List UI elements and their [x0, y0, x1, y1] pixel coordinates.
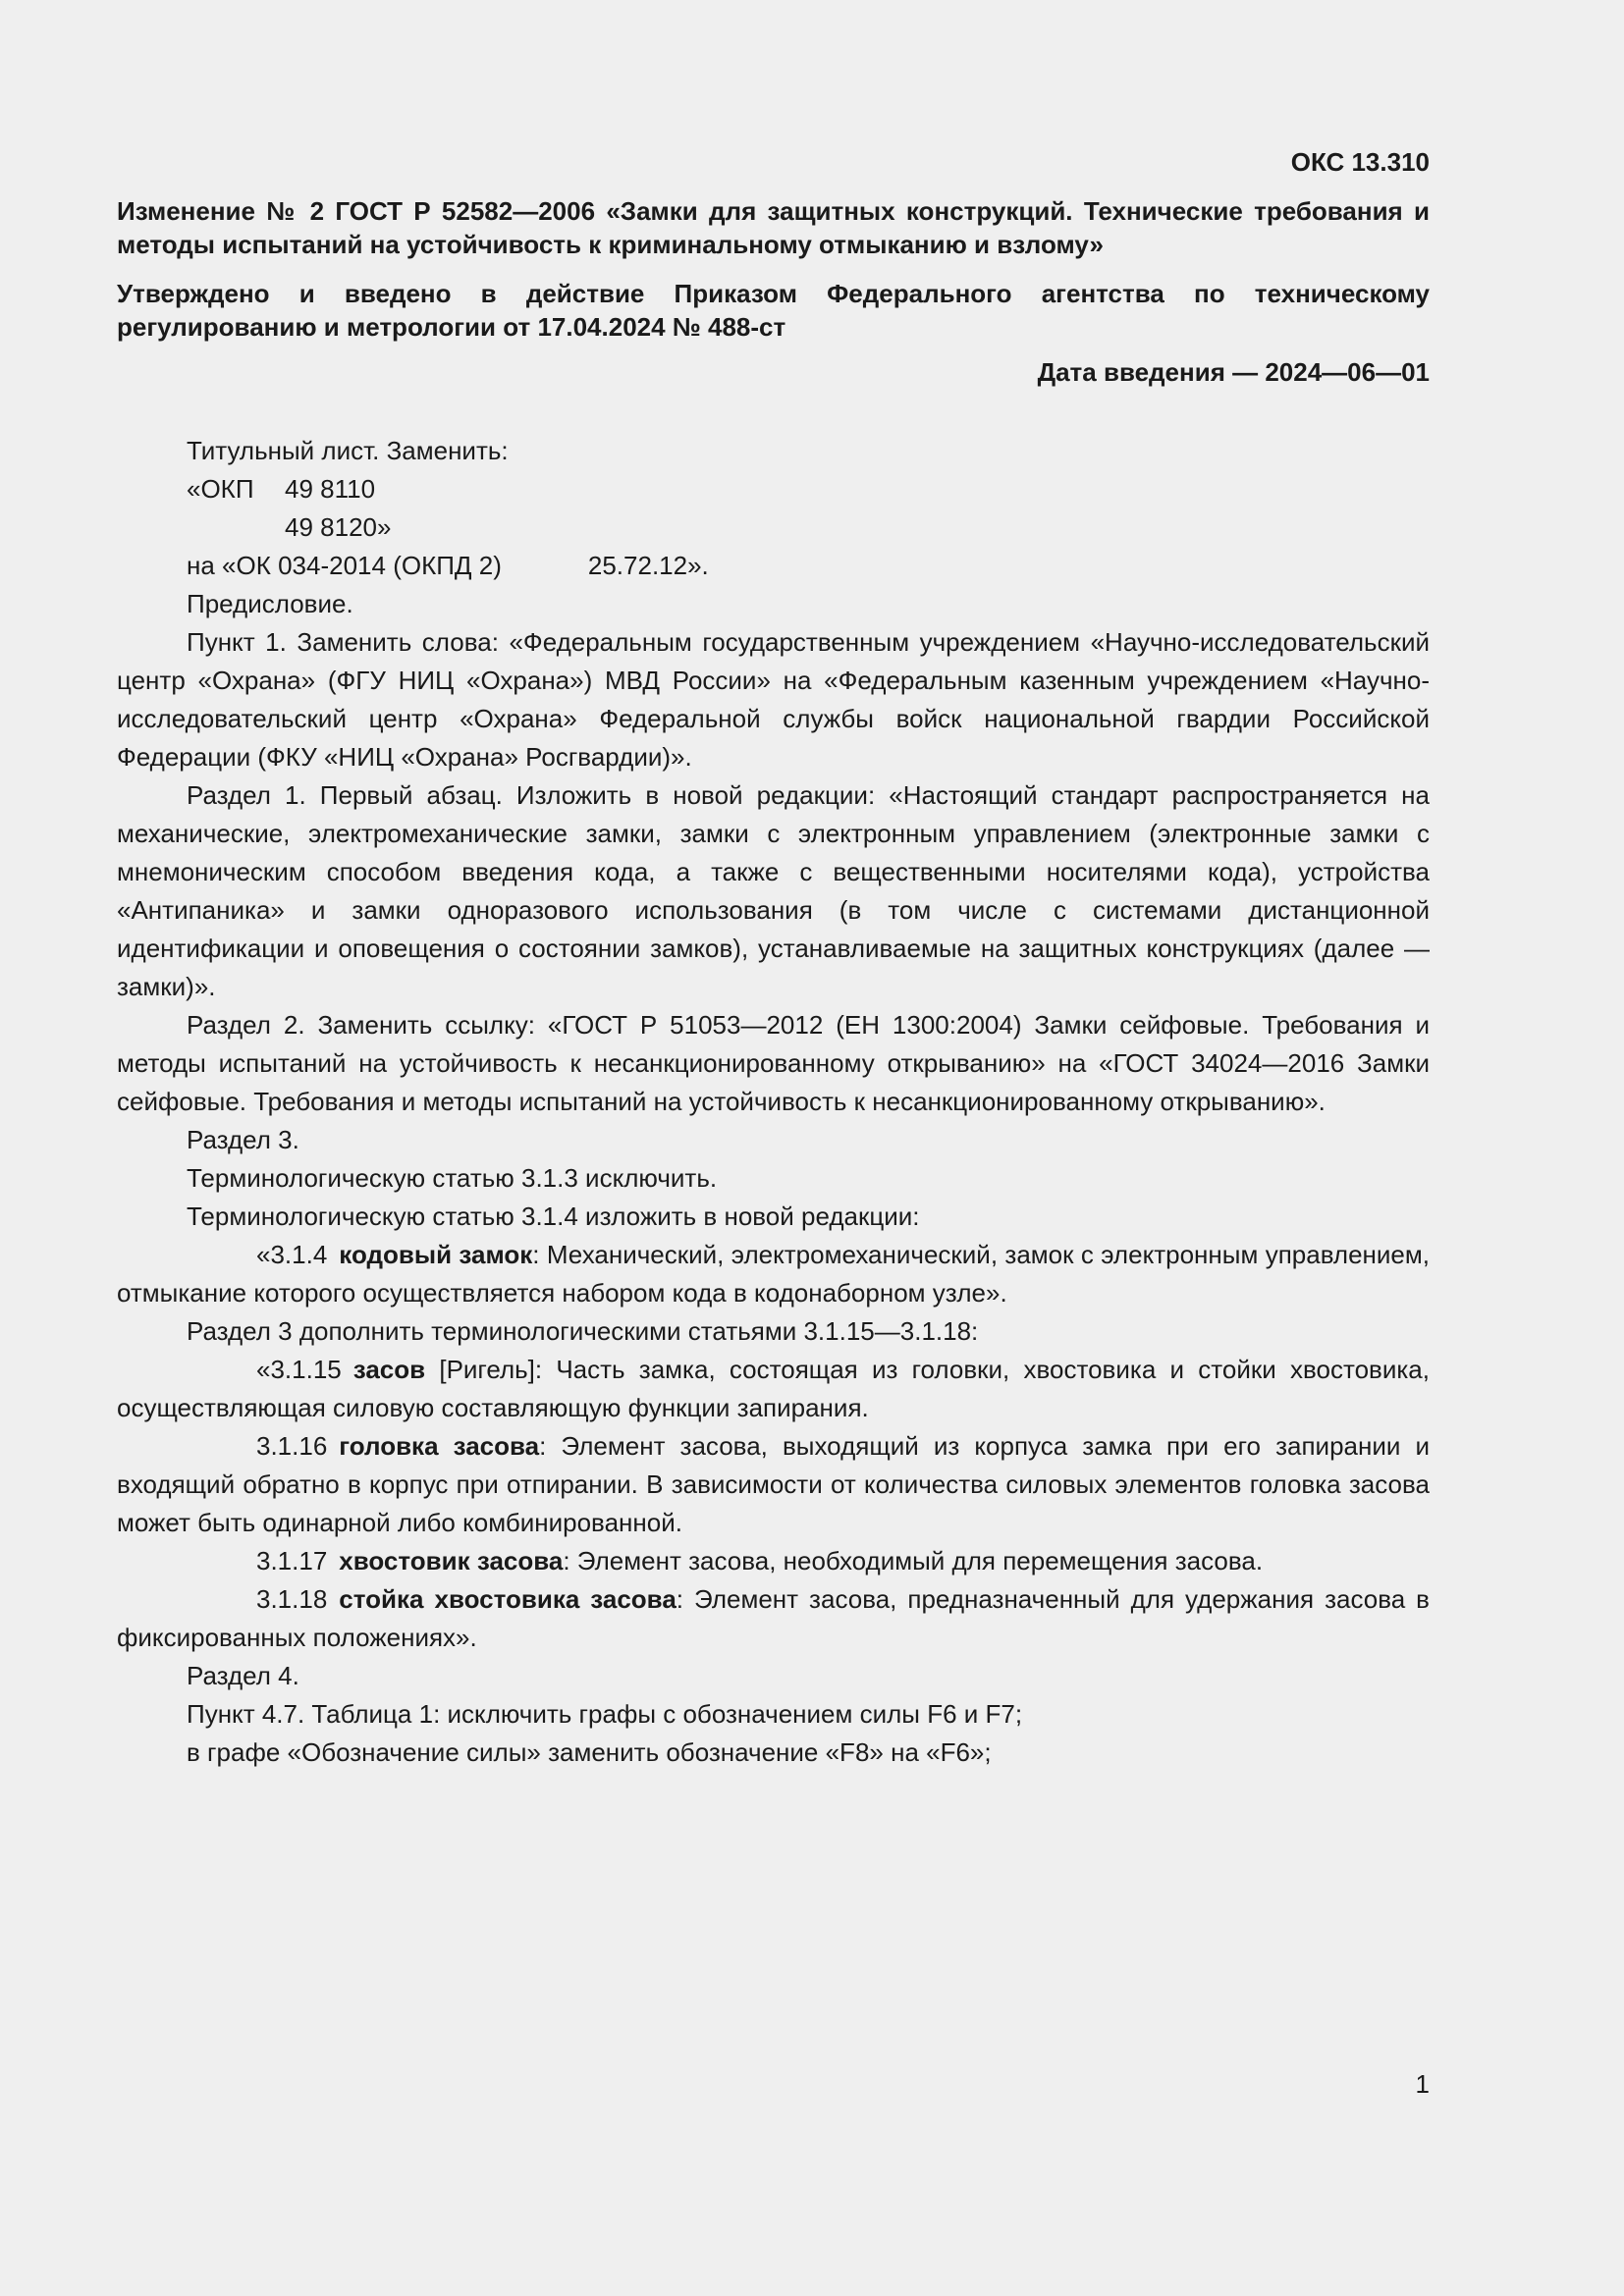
okp-code-1: 49 8110 [285, 474, 376, 504]
term-3-1-18-definition: : Элемент засова, предназначенный для удержания засова в фиксированных положениях». [117, 1584, 1430, 1652]
okpd-line [117, 547, 1430, 585]
term-3-1-17-number: 3.1.17 [256, 1546, 328, 1575]
term-3-1-15-paragraph [117, 1351, 1430, 1427]
term-3-1-17-definition: : Элемент засова, необходимый для перемещения засова. [563, 1546, 1264, 1575]
title-page-line: Титульный лист. Заменить: [187, 436, 509, 465]
approval-statement: Утверждено и введено в действие Приказом Федерального агентства по техническому регулированию и метрологии от 17.04.2024 № 488-ст [117, 279, 1430, 342]
okpd-code: 25.72.12». [587, 551, 709, 580]
term-3-1-16-number: 3.1.16 [256, 1431, 328, 1461]
okp-label: «ОКП [187, 474, 254, 504]
section-3-addition-line: Раздел 3 дополнить терминологическими статьями 3.1.15—3.1.18: [187, 1316, 979, 1346]
okp-line-1 [117, 470, 1430, 508]
term-3-1-18-paragraph [117, 1580, 1430, 1657]
term-3-1-18-number: 3.1.18 [256, 1584, 328, 1614]
term-3-1-15-name: засов [352, 1355, 426, 1384]
oks-code: ОКС 13.310 [1290, 147, 1430, 177]
term-3-1-17-paragraph [117, 1542, 1430, 1580]
item-4-7-line: Пункт 4.7. Таблица 1: исключить графы с обозначением силы F6 и F7; [187, 1699, 1023, 1729]
page-number: 1 [1415, 2069, 1430, 2099]
term-3-1-17-name: хвостовик засова [339, 1546, 564, 1575]
term-3-1-18-name: стойка хвостовика засова [339, 1584, 677, 1614]
okp-line-2 [117, 508, 1430, 547]
term-3-1-16-definition: : Элемент засова, выходящий из корпуса замка при его запирании и входящий обратно в корпус при отпирании. В зависимости от количества силовых элементов головка засова может быть одинарной либо комбинированной. [117, 1431, 1430, 1537]
section-4-line: Раздел 4. [187, 1661, 299, 1690]
term-3-1-16-paragraph [117, 1427, 1430, 1542]
term-3-1-4-name: кодовый замок [339, 1240, 533, 1269]
foreword-line: Предисловие. [187, 589, 353, 618]
term-3-1-15-definition: [Ригель]: Часть замка, состоящая из головки, хвостовика и стойки хвостовика, осуществляющая силовую составляющую функции запирания. [117, 1355, 1430, 1422]
section-2-paragraph: Раздел 2. Заменить ссылку: «ГОСТ Р 51053—2012 (ЕН 1300:2004) Замки сейфовые. Требования и методы испытаний на устойчивость к несанкционированному открыванию» на «ГОСТ 34024—2016 Замки сейфовые. Требования и методы испытаний на устойчивость к несанкционированному открыванию». [117, 1010, 1430, 1116]
okp-code-2: 49 8120» [285, 512, 392, 542]
document-body [117, 432, 1430, 1772]
term-3-1-4-intro: Терминологическую статью 3.1.4 изложить в новой редакции: [187, 1201, 920, 1231]
item-1-paragraph: Пункт 1. Заменить слова: «Федеральным государственным учреждением «Научно-исследовательский центр «Охрана» (ФГУ НИЦ «Охрана») МВД России» на «Федеральным казенным учреждением «Научно-исследовательский центр «Охрана» Федеральной службы войск национальной гвардии Российской Федерации (ФКУ «НИЦ «Охрана» Росгвардии)». [117, 627, 1430, 772]
force-designation-line: в графе «Обозначение силы» заменить обозначение «F8» на «F6»; [187, 1737, 992, 1767]
amendment-title: Изменение № 2 ГОСТ Р 52582—2006 «Замки для защитных конструкций. Технические требования и методы испытаний на устойчивость к криминальному отмыканию и взлому» [117, 196, 1430, 259]
section-1-paragraph: Раздел 1. Первый абзац. Изложить в новой редакции: «Настоящий стандарт распространяется на механические, электромеханические замки, замки с электронным управлением (электронные замки с мнемоническим способом введения кода, а также с вещественными носителями кода), устройства «Антипаника» и замки одноразового использования (в том числе с системами дистанционной идентификации и оповещения о состоянии замков), устанавливаемые на защитных конструкциях (далее — замки)». [117, 780, 1430, 1001]
term-3-1-16-name: головка засова [339, 1431, 540, 1461]
term-3-1-4-paragraph [117, 1236, 1430, 1312]
section-3-line: Раздел 3. [187, 1125, 299, 1154]
effective-date: Дата введения — 2024—06—01 [1037, 357, 1430, 387]
okpd-label: на «ОК 034-2014 (ОКПД 2) [187, 551, 502, 580]
term-3-1-4-definition: : Механический, электромеханический, замок с электронным управлением, отмыкание которого осуществляется набором кода в кодонаборном узле». [117, 1240, 1430, 1308]
term-3-1-15-number: «3.1.15 [256, 1355, 342, 1384]
term-3-1-4-number: «3.1.4 [256, 1240, 328, 1269]
term-3-1-3-line: Терминологическую статью 3.1.3 исключить. [187, 1163, 718, 1193]
